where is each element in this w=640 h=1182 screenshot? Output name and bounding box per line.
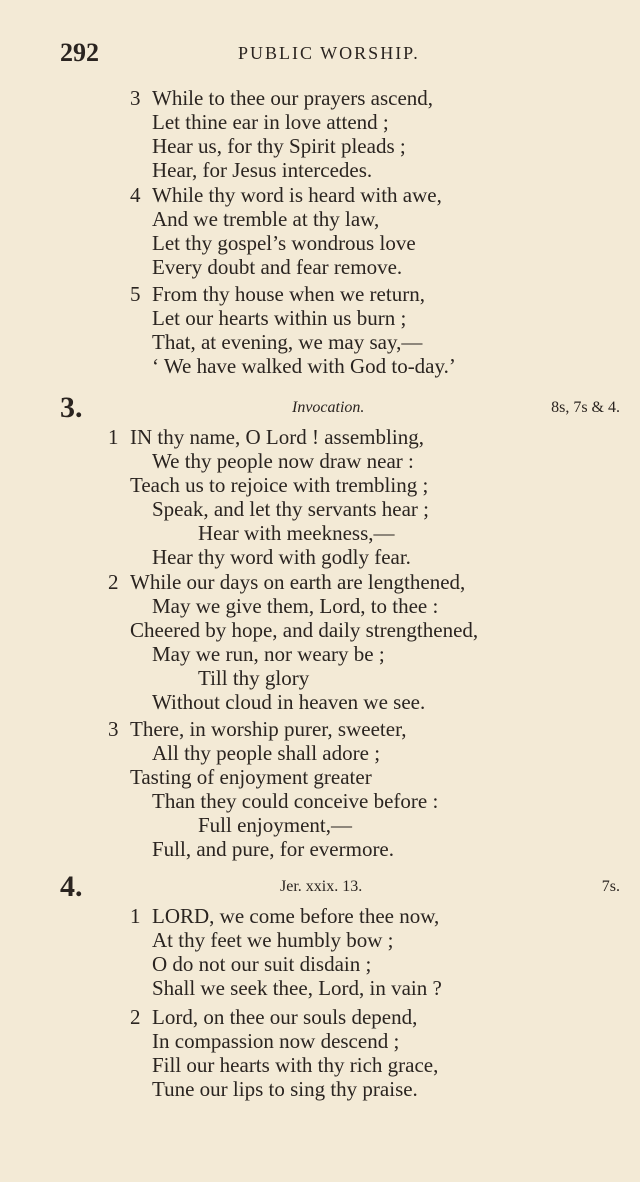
hymn-subtitle: Invocation. (292, 399, 365, 416)
verse-line: 3 There, in worship purer, sweeter, (108, 717, 407, 741)
verse-line: Full enjoyment,— (198, 813, 352, 837)
verse-line: Every doubt and fear remove. (152, 255, 403, 279)
verse-line: Till thy glory (198, 666, 310, 690)
verse-number: 1 (108, 425, 119, 449)
stanza (130, 86, 434, 182)
verse-line: That, at evening, we may say,— (152, 330, 423, 354)
hymn-number: 4. (60, 870, 83, 903)
stanza (130, 183, 442, 279)
verse-line: And we tremble at thy law, (152, 207, 380, 231)
verse-number: 5 (130, 282, 141, 306)
verse-line: Teach us to rejoice with trembling ; (130, 473, 429, 497)
verse-line: 5 From thy house when we return, (130, 282, 425, 306)
hymn-heading (60, 872, 620, 902)
verse-line: Tune our lips to sing thy praise. (152, 1077, 418, 1101)
verse-line: 1 IN thy name, O Lord ! assembling, (108, 425, 424, 449)
verse-line: Let our hearts within us burn ; (152, 306, 407, 330)
stanza (108, 425, 429, 569)
verse-line: In compassion now descend ; (152, 1029, 400, 1053)
verse-number: 1 (130, 904, 141, 928)
verse-number: 2 (108, 570, 119, 594)
verse-line: 4 While thy word is heard with awe, (130, 183, 442, 207)
verse-line: Hear, for Jesus intercedes. (152, 158, 373, 182)
stanza (108, 570, 479, 714)
verse-line: 2 While our days on earth are lengthened, (108, 570, 466, 594)
verse-number: 4 (130, 183, 141, 207)
running-title: PUBLIC WORSHIP. (238, 43, 420, 63)
verse-line: Hear with meekness,— (198, 521, 395, 545)
verse-line: All thy people shall adore ; (152, 741, 381, 765)
verse-number: 3 (108, 717, 119, 741)
verse-line: Speak, and let thy servants hear ; (152, 497, 429, 521)
verse-line: Full, and pure, for evermore. (152, 837, 395, 861)
hymn-meter: 7s. (601, 878, 620, 895)
verse-line: 3 While to thee our prayers ascend, (130, 86, 434, 110)
verse-line: Shall we seek thee, Lord, in vain ? (152, 976, 442, 1000)
verse-line: 1 LORD, we come before thee now, (130, 904, 440, 928)
hymn-meter: 8s, 7s & 4. (551, 399, 620, 416)
verse-line: We thy people now draw near : (152, 449, 414, 473)
verse-line: Tasting of enjoyment greater (130, 765, 372, 789)
page-header (60, 38, 620, 68)
verse-line: Than they could conceive before : (152, 789, 439, 813)
verse-line: Without cloud in heaven we see. (152, 690, 426, 714)
page-number: 292 (60, 38, 99, 67)
verse-line: May we run, nor weary be ; (152, 642, 385, 666)
stanza (130, 904, 442, 1000)
verse-number: 2 (130, 1005, 141, 1029)
verse-line: At thy feet we humbly bow ; (152, 928, 394, 952)
verse-line: Hear thy word with godly fear. (152, 545, 411, 569)
verse-line: Let thy gospel’s wondrous love (152, 231, 416, 255)
verse-line: Fill our hearts with thy rich grace, (152, 1053, 439, 1077)
verse-line: Hear us, for thy Spirit pleads ; (152, 134, 406, 158)
stanza (108, 717, 439, 861)
verse-line: Let thine ear in love attend ; (152, 110, 389, 134)
stanza (130, 282, 456, 378)
verse-line: ‘ We have walked with God to-day.’ (152, 354, 456, 378)
verse-number: 3 (130, 86, 141, 110)
verse-line: O do not our suit disdain ; (152, 952, 372, 976)
hymn-number: 3. (60, 391, 83, 424)
hymn-heading (60, 393, 620, 423)
stanza (130, 1005, 439, 1101)
verse-line: 2 Lord, on thee our souls depend, (130, 1005, 418, 1029)
hymn-scripture-reference: Jer. xxix. 13. (280, 878, 363, 895)
verse-line: May we give them, Lord, to thee : (152, 594, 439, 618)
verse-line: Cheered by hope, and daily strengthened, (130, 618, 479, 642)
